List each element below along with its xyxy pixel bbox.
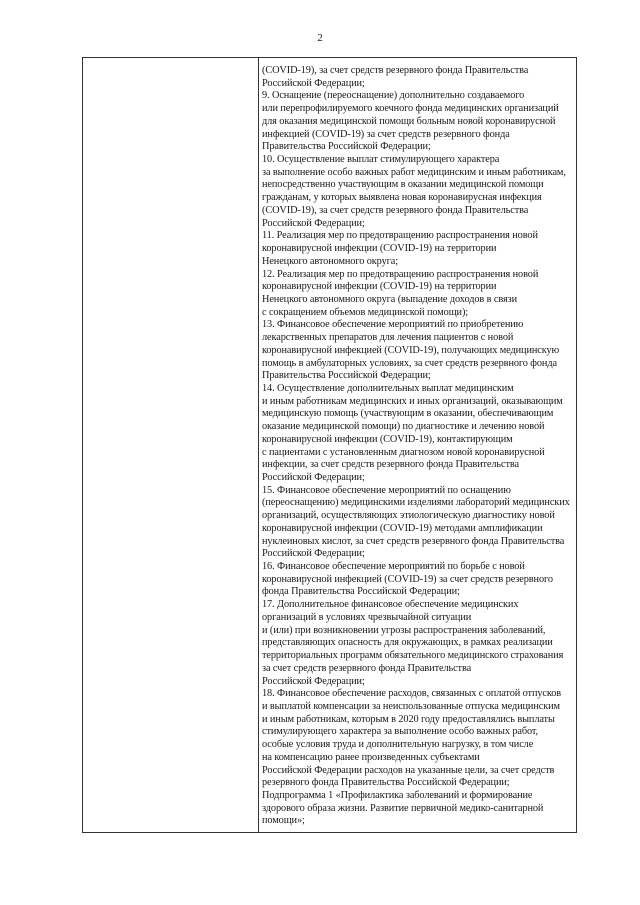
text-line: 15. Финансовое обеспечение мероприятий по оснащению — [262, 484, 511, 496]
text-line: для оказания медицинской помощи больным новой коронавирусной — [262, 115, 556, 127]
text-line: Подпрограмма 1 «Профилактика заболеваний и формирование — [262, 789, 533, 801]
text-line: и иным работникам медицинских и иных организаций, оказывающим — [262, 395, 563, 407]
text-line: непосредственно участвующим в оказании медицинской помощи — [262, 179, 544, 191]
text-line: оказание медицинской помощи) по диагностике и лечению новой — [262, 421, 545, 433]
text-line: с пациентами с установленным диагнозом новой коронавирусной — [262, 446, 545, 458]
text-line: территориальных программ обязательного медицинского страхования — [262, 650, 564, 662]
text-line: и иным работникам, которым в 2020 году предоставлялись выплаты — [262, 713, 555, 725]
table-cell-left-empty — [83, 58, 259, 832]
text-line: Российской Федерации; — [262, 548, 365, 560]
text-line: Российской Федерации; — [262, 217, 365, 229]
document-table — [82, 57, 577, 833]
text-line: нуклеиновых кислот, за счет средств резервного фонда Правительства — [262, 535, 565, 547]
text-line: Российской Федерации расходов на указанные цели, за счет средств — [262, 764, 555, 776]
text-line: коронавирусной инфекции (COVID-19) на территории — [262, 281, 497, 293]
text-line: 12. Реализация мер по предотвращению распространения новой — [262, 268, 539, 280]
text-line: Правительства Российской Федерации; — [262, 370, 431, 382]
text-line: инфекцией (COVID-19) за счет средств резервного фонда — [262, 128, 510, 140]
text-line: коронавирусной инфекции (COVID-19) на территории — [262, 243, 497, 255]
text-line: и (или) при возникновении угрозы распространения заболеваний, — [262, 624, 546, 636]
text-line: 10. Осуществление выплат стимулирующего характера — [262, 154, 500, 166]
text-line: коронавирусной инфекции (COVID-19), контактирующим — [262, 433, 513, 445]
text-line: Российской Федерации; — [262, 472, 365, 483]
text-line: особые условия труда и дополнительную нагрузку, в том числе — [262, 739, 534, 751]
text-line: инфекции, за счет средств резервного фонда Правительства — [262, 459, 519, 471]
text-line: (переоснащению) медицинскими изделиями лабораторий медицинских — [262, 497, 570, 509]
text-line: Правительства Российской Федерации; — [262, 141, 431, 153]
text-line: 16. Финансовое обеспечение мероприятий по борьбе с новой — [262, 561, 525, 573]
text-line: организаций в условиях чрезвычайной ситуации — [262, 611, 472, 623]
text-line: Ненецкого автономного округа; — [262, 255, 398, 267]
text-line: за счет средств резервного фонда Правительства — [262, 662, 472, 674]
text-line: Российской Федерации; — [262, 77, 365, 89]
text-line: 18. Финансовое обеспечение расходов, связанных с оплатой отпусков — [262, 688, 562, 700]
text-line: с сокращением объемов медицинской помощи); — [262, 306, 469, 318]
text-line: 9. Оснащение (переоснащение) дополнительно создаваемого — [262, 90, 525, 102]
text-line: стимулирующего характера за выполнение особо важных работ, — [262, 726, 539, 738]
table-cell-right-text — [259, 58, 576, 832]
text-line: 17. Дополнительное финансовое обеспечение медицинских — [262, 599, 519, 611]
text-line: резервного фонда Правительства Российской Федерации; — [262, 777, 510, 789]
text-line: 11. Реализация мер по предотвращению распространения новой — [262, 230, 538, 242]
text-line: коронавирусной инфекцией (COVID-19) за счет средств резервного — [262, 573, 553, 585]
text-line: гражданам, у которых выявлена новая коронавирусная инфекция — [262, 192, 542, 204]
text-line: организаций, осуществляющих этиологическую диагностику новой — [262, 510, 555, 522]
text-line: медицинскую помощь (участвующим в оказании, обеспечивающим — [262, 408, 554, 420]
page-number: 2 — [317, 32, 323, 44]
text-line: (COVID-19), за счет средств резервного фонда Правительства — [262, 204, 529, 216]
text-line: фонда Правительства Российской Федерации; — [262, 586, 460, 598]
text-line: 13. Финансовое обеспечение мероприятий по приобретению — [262, 319, 524, 331]
text-line: лекарственных препаратов для лечения пациентов с новой — [262, 332, 514, 344]
text-line: представляющих опасность для окружающих, в рамках реализации — [262, 637, 553, 649]
text-line: коронавирусной инфекцией (COVID-19), получающих медицинскую — [262, 344, 560, 356]
text-line: 14. Осуществление дополнительных выплат медицинским — [262, 382, 514, 394]
text-line: помощь в амбулаторных условиях, за счет средств резервного фонда — [262, 357, 557, 369]
text-line: (COVID-19), за счет средств резервного фонда Правительства — [262, 65, 529, 76]
text-line: Российской Федерации; — [262, 675, 365, 687]
text-line: за выполнение особо важных работ медицинским и иным работникам, — [262, 166, 566, 178]
text-line: здорового образа жизни. Развитие первичной медико-санитарной — [262, 802, 544, 814]
text-line: или перепрофилируемого коечного фонда медицинских организаций — [262, 103, 559, 115]
text-line: и выплатой компенсации за неиспользованные отпуска медицинским — [262, 700, 560, 712]
text-line: помощи»; — [262, 815, 305, 827]
text-line: на компенсацию ранее произведенных субъектами — [262, 751, 480, 763]
text-line: Ненецкого автономного округа (выпадение доходов в связи — [262, 293, 517, 305]
text-line: коронавирусной инфекции (COVID-19) методами амплификации — [262, 522, 543, 534]
